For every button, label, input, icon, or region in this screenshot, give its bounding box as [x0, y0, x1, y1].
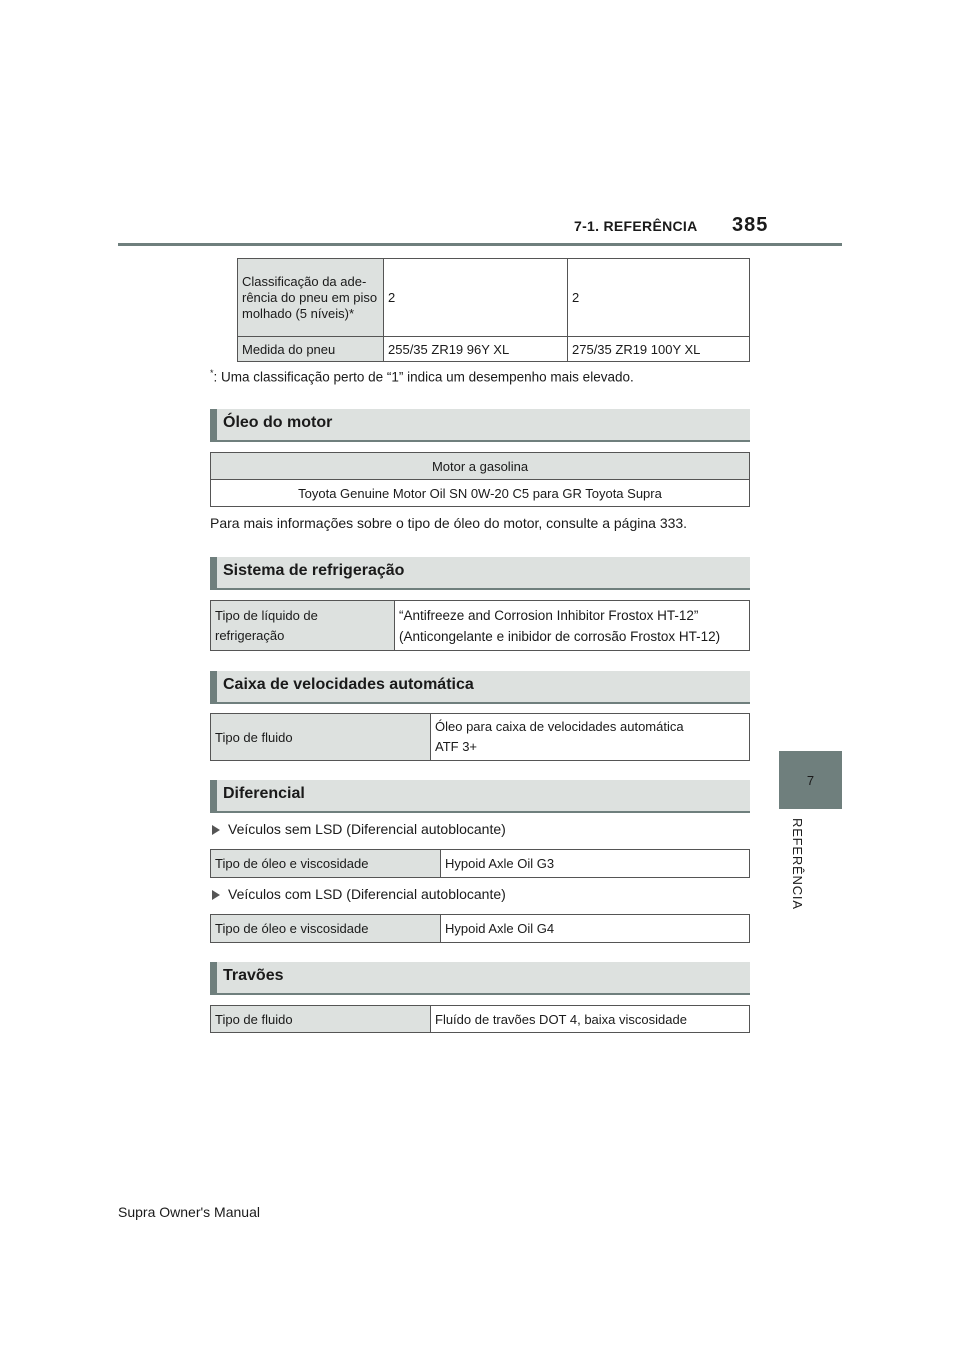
bullet-arrow-icon: [212, 825, 220, 835]
tire-grip-front: 2: [384, 259, 568, 337]
engine-oil-table: [210, 452, 750, 507]
without-lsd-caption: [212, 821, 506, 837]
coolant-type-value: [395, 601, 750, 651]
chapter-number: 7: [806, 773, 815, 788]
diff-g4-label: Tipo de óleo e viscosidade: [211, 915, 441, 943]
diff-g4-value: Hypoid Axle Oil G4: [441, 915, 750, 943]
tire-size-rear: 275/35 ZR19 100Y XL: [568, 337, 750, 362]
engine-oil-note: Para mais informações sobre o tipo de óleo do motor, consulte a página 333.: [210, 515, 688, 531]
tire-size-front: 255/35 ZR19 96Y XL: [384, 337, 568, 362]
table-row: [211, 714, 750, 761]
transmission-value-line2: ATF 3+: [435, 739, 478, 754]
table-row: [211, 453, 750, 480]
without-lsd-text: Veículos sem LSD (Diferencial autoblocante): [228, 821, 506, 837]
engine-oil-title: Óleo do motor: [223, 414, 333, 431]
transmission-value-line1: Óleo para caixa de velocidades automática: [435, 719, 684, 734]
transmission-title: Caixa de velocidades automática: [223, 676, 474, 693]
cooling-heading: [210, 557, 750, 590]
cooling-table: [210, 600, 750, 651]
table-row: [211, 601, 750, 651]
diff-with-lsd-table: [210, 914, 750, 943]
with-lsd-caption: [212, 886, 506, 902]
coolant-type-label: Tipo de líquido de refrigeração: [211, 601, 395, 651]
engine-oil-value: Toyota Genuine Motor Oil SN 0W-20 C5 para GR Toyota Supra: [211, 480, 750, 507]
table-row: [238, 337, 750, 362]
differential-title: Diferencial: [223, 785, 305, 802]
brake-fluid-label: Tipo de fluido: [211, 1006, 431, 1033]
engine-oil-header: Motor a gasolina: [211, 453, 750, 480]
transmission-fluid-label: Tipo de fluido: [211, 714, 431, 761]
bullet-arrow-icon: [212, 890, 220, 900]
chapter-label: REFERÊNCIA: [790, 818, 805, 910]
tire-grip-label: Classificação da ade-rência do pneu em piso molhado (5 níveis)*: [238, 259, 384, 337]
engine-oil-heading: [210, 409, 750, 442]
with-lsd-text: Veículos com LSD (Diferencial autoblocante): [228, 886, 506, 902]
table-row: [211, 480, 750, 507]
brakes-heading: [210, 962, 750, 995]
differential-heading: [210, 780, 750, 813]
header-rule: [118, 243, 842, 246]
diff-g3-label: Tipo de óleo e viscosidade: [211, 850, 441, 878]
diff-g3-value: Hypoid Axle Oil G3: [441, 850, 750, 878]
brakes-title: Travões: [223, 967, 284, 984]
footnote: [210, 368, 634, 385]
page-number: 385: [732, 214, 769, 236]
transmission-heading: [210, 671, 750, 704]
footnote-text: : Uma classificação perto de “1” indica um desempenho mais elevado.: [213, 369, 634, 385]
footer-text: Supra Owner's Manual: [118, 1204, 260, 1220]
brake-fluid-value: Fluído de travões DOT 4, baixa viscosidade: [431, 1006, 750, 1033]
tire-table: [237, 258, 750, 362]
coolant-value-line1: “Antifreeze and Corrosion Inhibitor Frostox HT-12”: [399, 607, 699, 623]
table-row: [211, 850, 750, 878]
chapter-tab: [779, 751, 842, 809]
table-row: [211, 1006, 750, 1033]
tire-size-label: Medida do pneu: [238, 337, 384, 362]
transmission-table: [210, 713, 750, 761]
section-title: 7-1. REFERÊNCIA: [574, 218, 698, 234]
cooling-title: Sistema de refrigeração: [223, 562, 405, 579]
footnote-marker: *: [210, 368, 214, 378]
brakes-table: [210, 1005, 750, 1033]
diff-without-lsd-table: [210, 849, 750, 878]
tire-grip-rear: 2: [568, 259, 750, 337]
coolant-value-line2: (Anticongelante e inibidor de corrosão Frostox HT-12): [399, 628, 721, 644]
table-row: [238, 259, 750, 337]
table-row: [211, 915, 750, 943]
transmission-fluid-value: [431, 714, 750, 761]
